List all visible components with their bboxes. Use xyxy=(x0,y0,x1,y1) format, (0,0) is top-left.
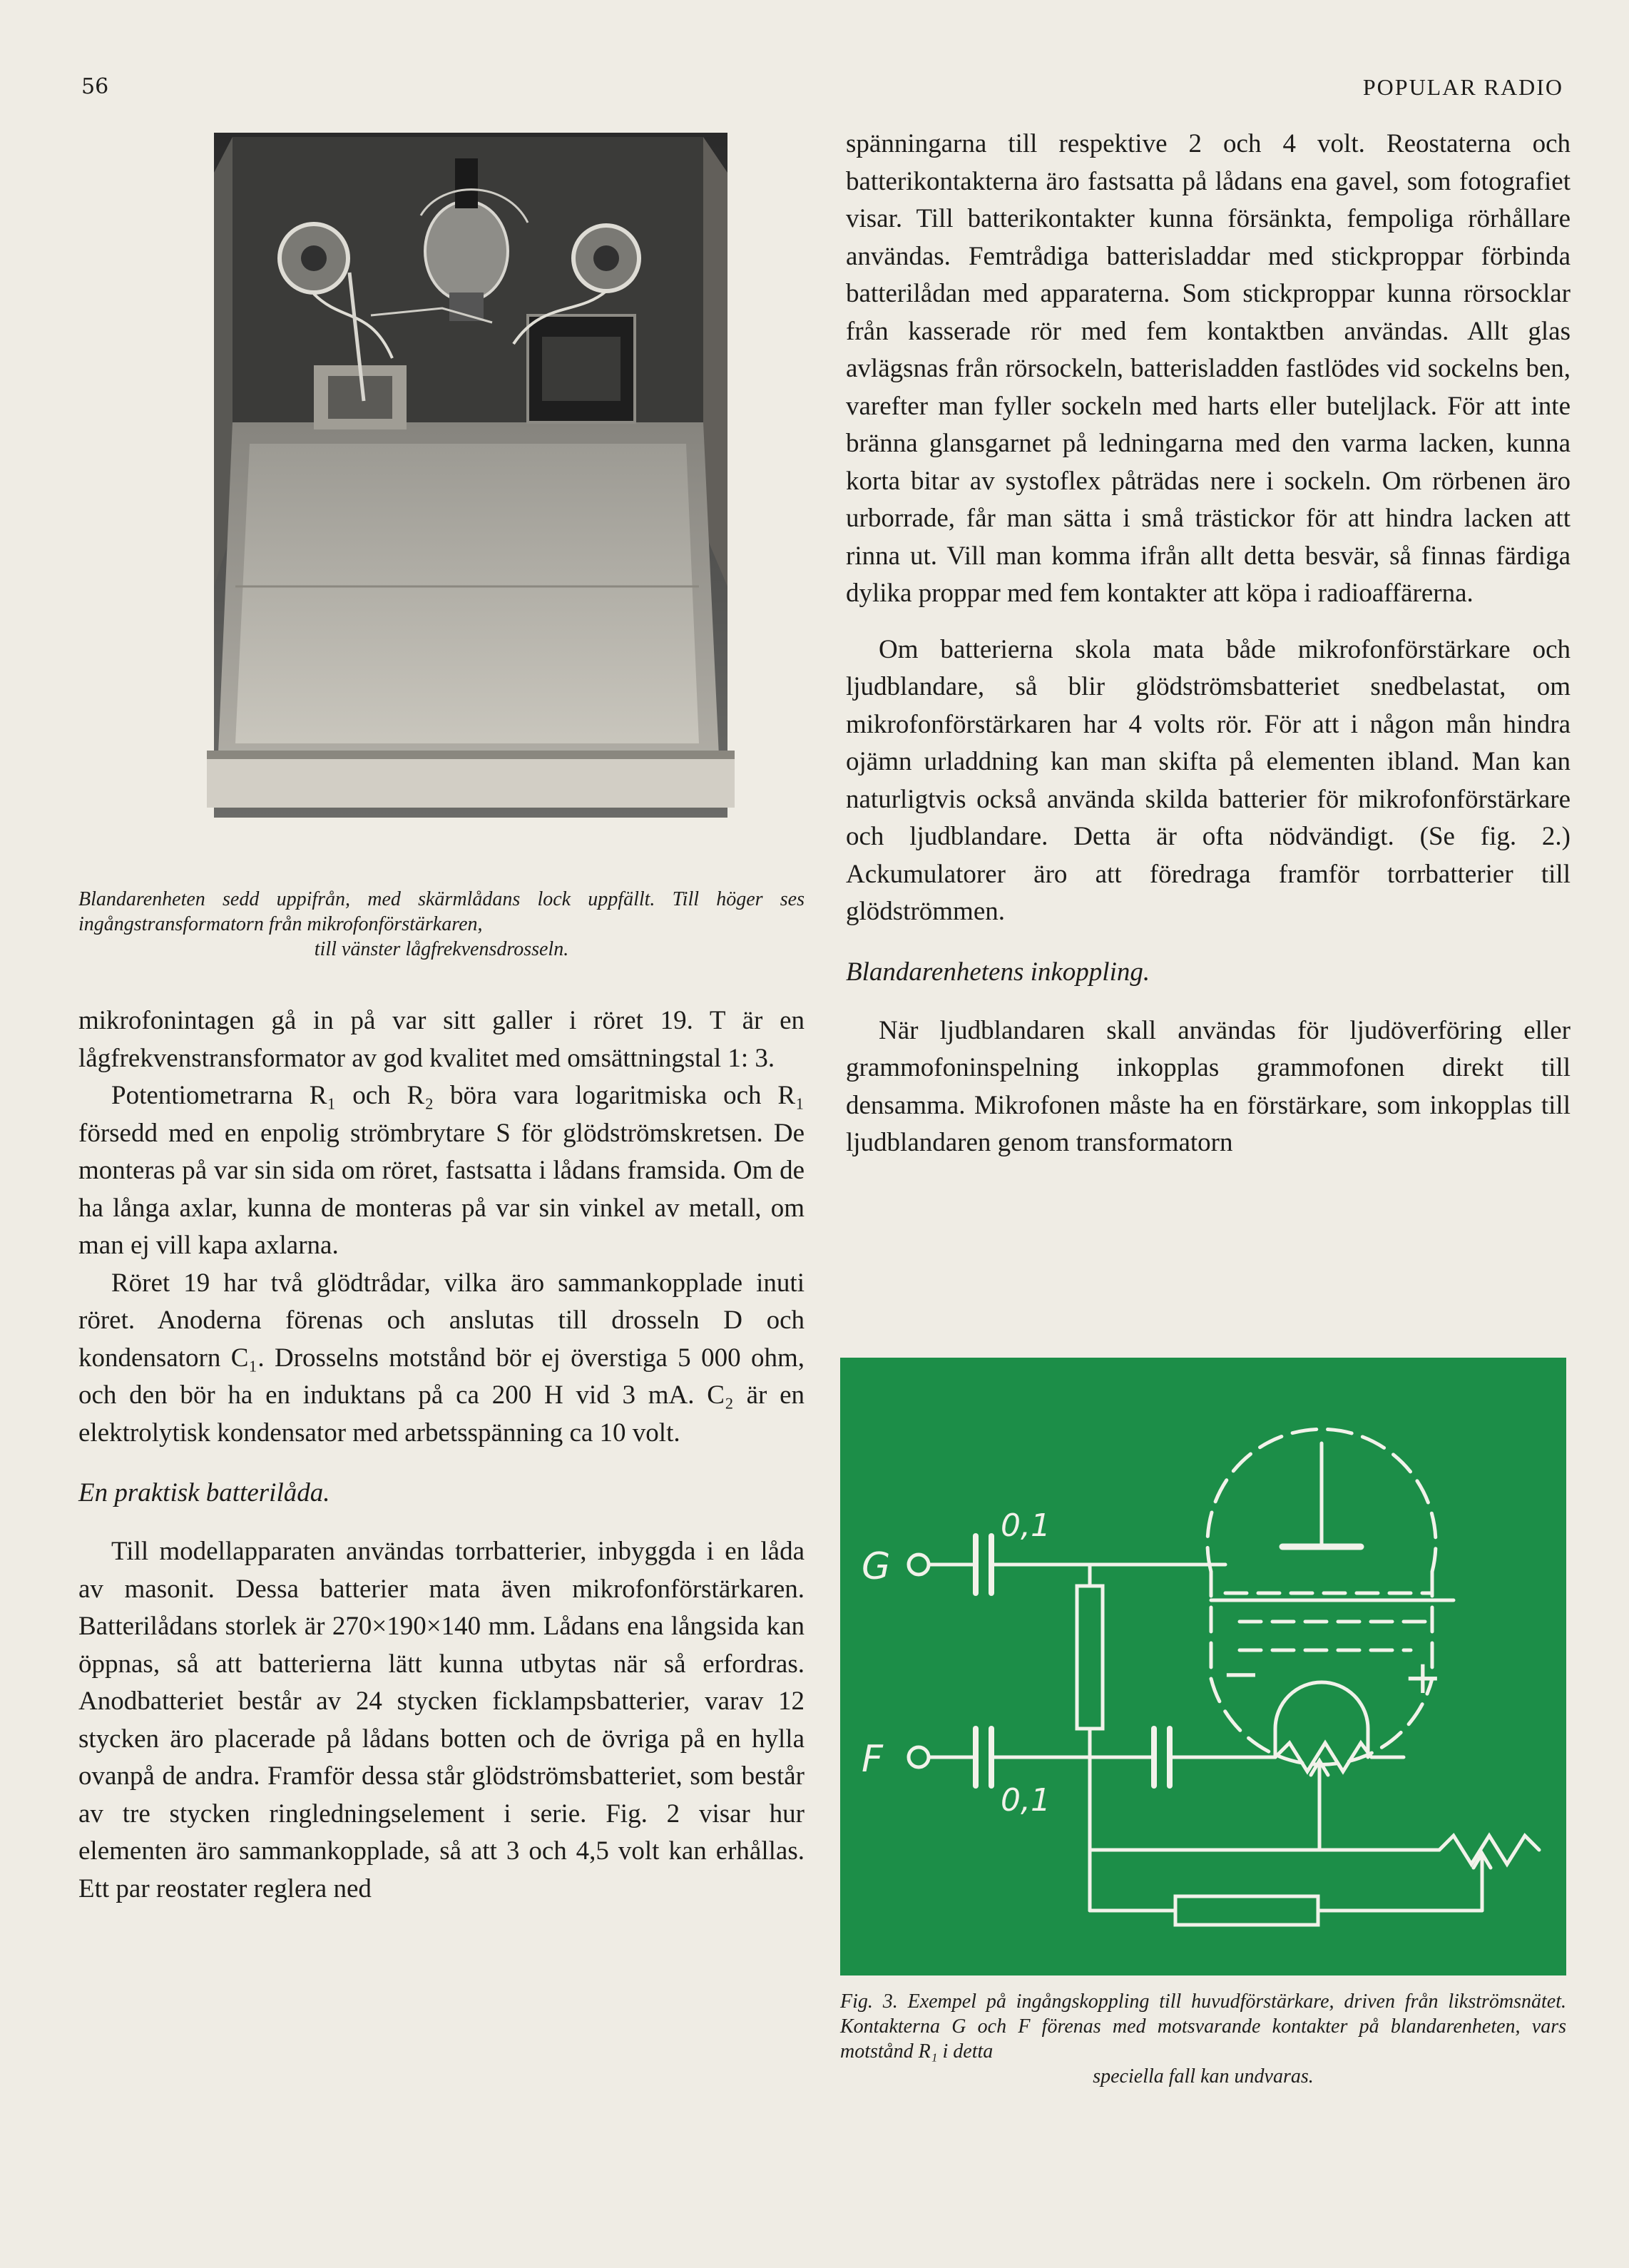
capacitor-f-value: 0,1 xyxy=(1001,1782,1051,1819)
section-heading: Blandarenhetens inkoppling. xyxy=(846,957,1150,987)
page-number: 56 xyxy=(81,74,109,99)
plus-sign: + xyxy=(1404,1652,1442,1704)
photo-caption-line-2: Till höger ses ingångstransformatorn från mikrofonförstärkaren, xyxy=(78,888,805,935)
circuit-diagram-figure xyxy=(840,1358,1566,1975)
mixer-unit-photo xyxy=(207,130,735,843)
paragraph: När ljudblandaren skall användas för ljudöverföring eller grammofoninspelning inkopplas grammofonen direkt till densamma. Mikrofonen måste ha en förstärkare, som inkopplas till ljudblandaren genom transformatorn xyxy=(846,1015,1571,1157)
grid-resistor xyxy=(1077,1586,1103,1729)
paragraph: Röret 19 har två glödtrådar, vilka äro sammankopplade inuti röret. Anoderna förenas och anslutas till drosseln D och kondensatorn C₁. Drosselns motstånd bör ej överstiga 5 000 ohm, och den bör ha en induktans på ca 200 H vid 3 mA. C₂ är en elektrolytisk kondensator med arbetsspänning ca 10 volt. xyxy=(78,1268,805,1448)
photo-caption-line-1: Blandarenheten sedd uppifrån, med skärmlådans lock uppfällt. xyxy=(78,888,655,910)
figure-caption-line-1: Fig. 3. Exempel på ingångskoppling till huvudförstärkare, driven från likströmsnätet. Kontakterna G och F förenas med motsvarande kontakter på blandarenheten, vars motstånd R₁ i detta xyxy=(840,1990,1566,2063)
paragraph: mikrofonintagen gå in på var sitt galler i röret 19. T är en lågfrekvenstransformator av god kvalitet med omsättningstal 1: 3. xyxy=(78,1006,805,1073)
terminal-g xyxy=(909,1555,929,1575)
terminal-f xyxy=(909,1747,929,1767)
paragraph: Om batterierna skola mata både mikrofonförstärkare och ljudblandare, så blir glödströmsbatteriet snedbelastat, om mikrofonförstärkaren har 4 volts rör. För att i någon mån hindra ojämn urladdning kan man skifta på elementen ibland. Man kan naturligtvis också använda skilda batterier för mikrofonförstärkare och ljudblandare. Detta är ofta nödvändigt. (Se fig. 2.) Ackumulatorer äro att föredraga framför torrbatterier till glödströmmen. xyxy=(846,634,1571,926)
label-f: F xyxy=(862,1738,883,1781)
series-potentiometer xyxy=(1439,1836,1539,1864)
section-heading: En praktisk batterilåda. xyxy=(78,1478,330,1507)
right-column xyxy=(846,126,1571,1162)
photo-caption xyxy=(78,887,805,962)
label-g: G xyxy=(862,1545,891,1588)
paragraph: spänningarna till respektive 2 och 4 volt. Reostaterna och batterikontakterna äro fastsatta på lådans ena gavel, som fotografiet visar. Till batterikontakter kunna försänkta, fempoliga rörhållare användas. Femtrådiga batterisladdar med stickproppar förbinda batterilådan med apparaterna. Som stickproppar kunna rörsocklar från kasserade rör med fem kontaktben användas. Allt glas avlägsnas från rörsockeln, batterisladden fastlödes vid sockelns ben, varefter man fyller sockeln med harts eller buteljlack. För att inte bränna glansgarnet på ledningarna med den varma lacken, kunna korta bitar av systoflex påträdas nere i sockeln. Om rörbenen äro urborrade, får man sätta i små trästickor för att hindra lacken att rinna ut. Vill man komma ifrån allt detta besvär, så finnas färdiga dylika proppar med fem kontakter att köpa i radioaffärerna. xyxy=(846,129,1571,608)
circuit-schematic xyxy=(840,1358,1566,1975)
paragraph: Till modellapparaten användas torrbatterier, inbyggda i en låda av masonit. Dessa batterier mata även mikrofonförstärkaren. Batterilådans storlek är 270×190×140 mm. Lådans ena långsida kan öppnas, så att batterierna lätt kunna utbytas när så erfordras. Anodbatteriet består av 24 stycken ficklampsbatterier, varav 12 stycken äro placerade på lådans botten och de övriga på en hylla ovanpå de andra. Framför dessa står glödströmsbatteriet, som består av tre stycken ringledningselement i serie. Fig. 2 visar hur elementen äro sammankopplade, så att 3 och 4,5 volt kan erhållas. Ett par reostater reglera ned xyxy=(78,1537,805,1903)
figure-caption-line-2: speciella fall kan undvaras. xyxy=(1093,2065,1314,2088)
series-resistor xyxy=(1175,1896,1318,1925)
figure-caption xyxy=(840,1989,1566,2089)
running-title: POPULAR RADIO xyxy=(1362,74,1563,100)
photo-caption-line-3: till vänster lågfrekvensdrosseln. xyxy=(314,938,569,960)
capacitor-g-value: 0,1 xyxy=(1001,1507,1051,1544)
minus-sign: − xyxy=(1222,1648,1260,1701)
left-column xyxy=(78,1002,805,1908)
paragraph: Potentiometrarna R₁ och R₂ böra vara logaritmiska och R₁ försedd med en enpolig strömbrytare S för glödströmskretsen. De monteras på var sin sida om röret, fastsatta i lådans framsida. Om de ha långa axlar, kunna de monteras på var sin vinkel av metall, om man ej vill kapa axlarna. xyxy=(78,1081,805,1260)
